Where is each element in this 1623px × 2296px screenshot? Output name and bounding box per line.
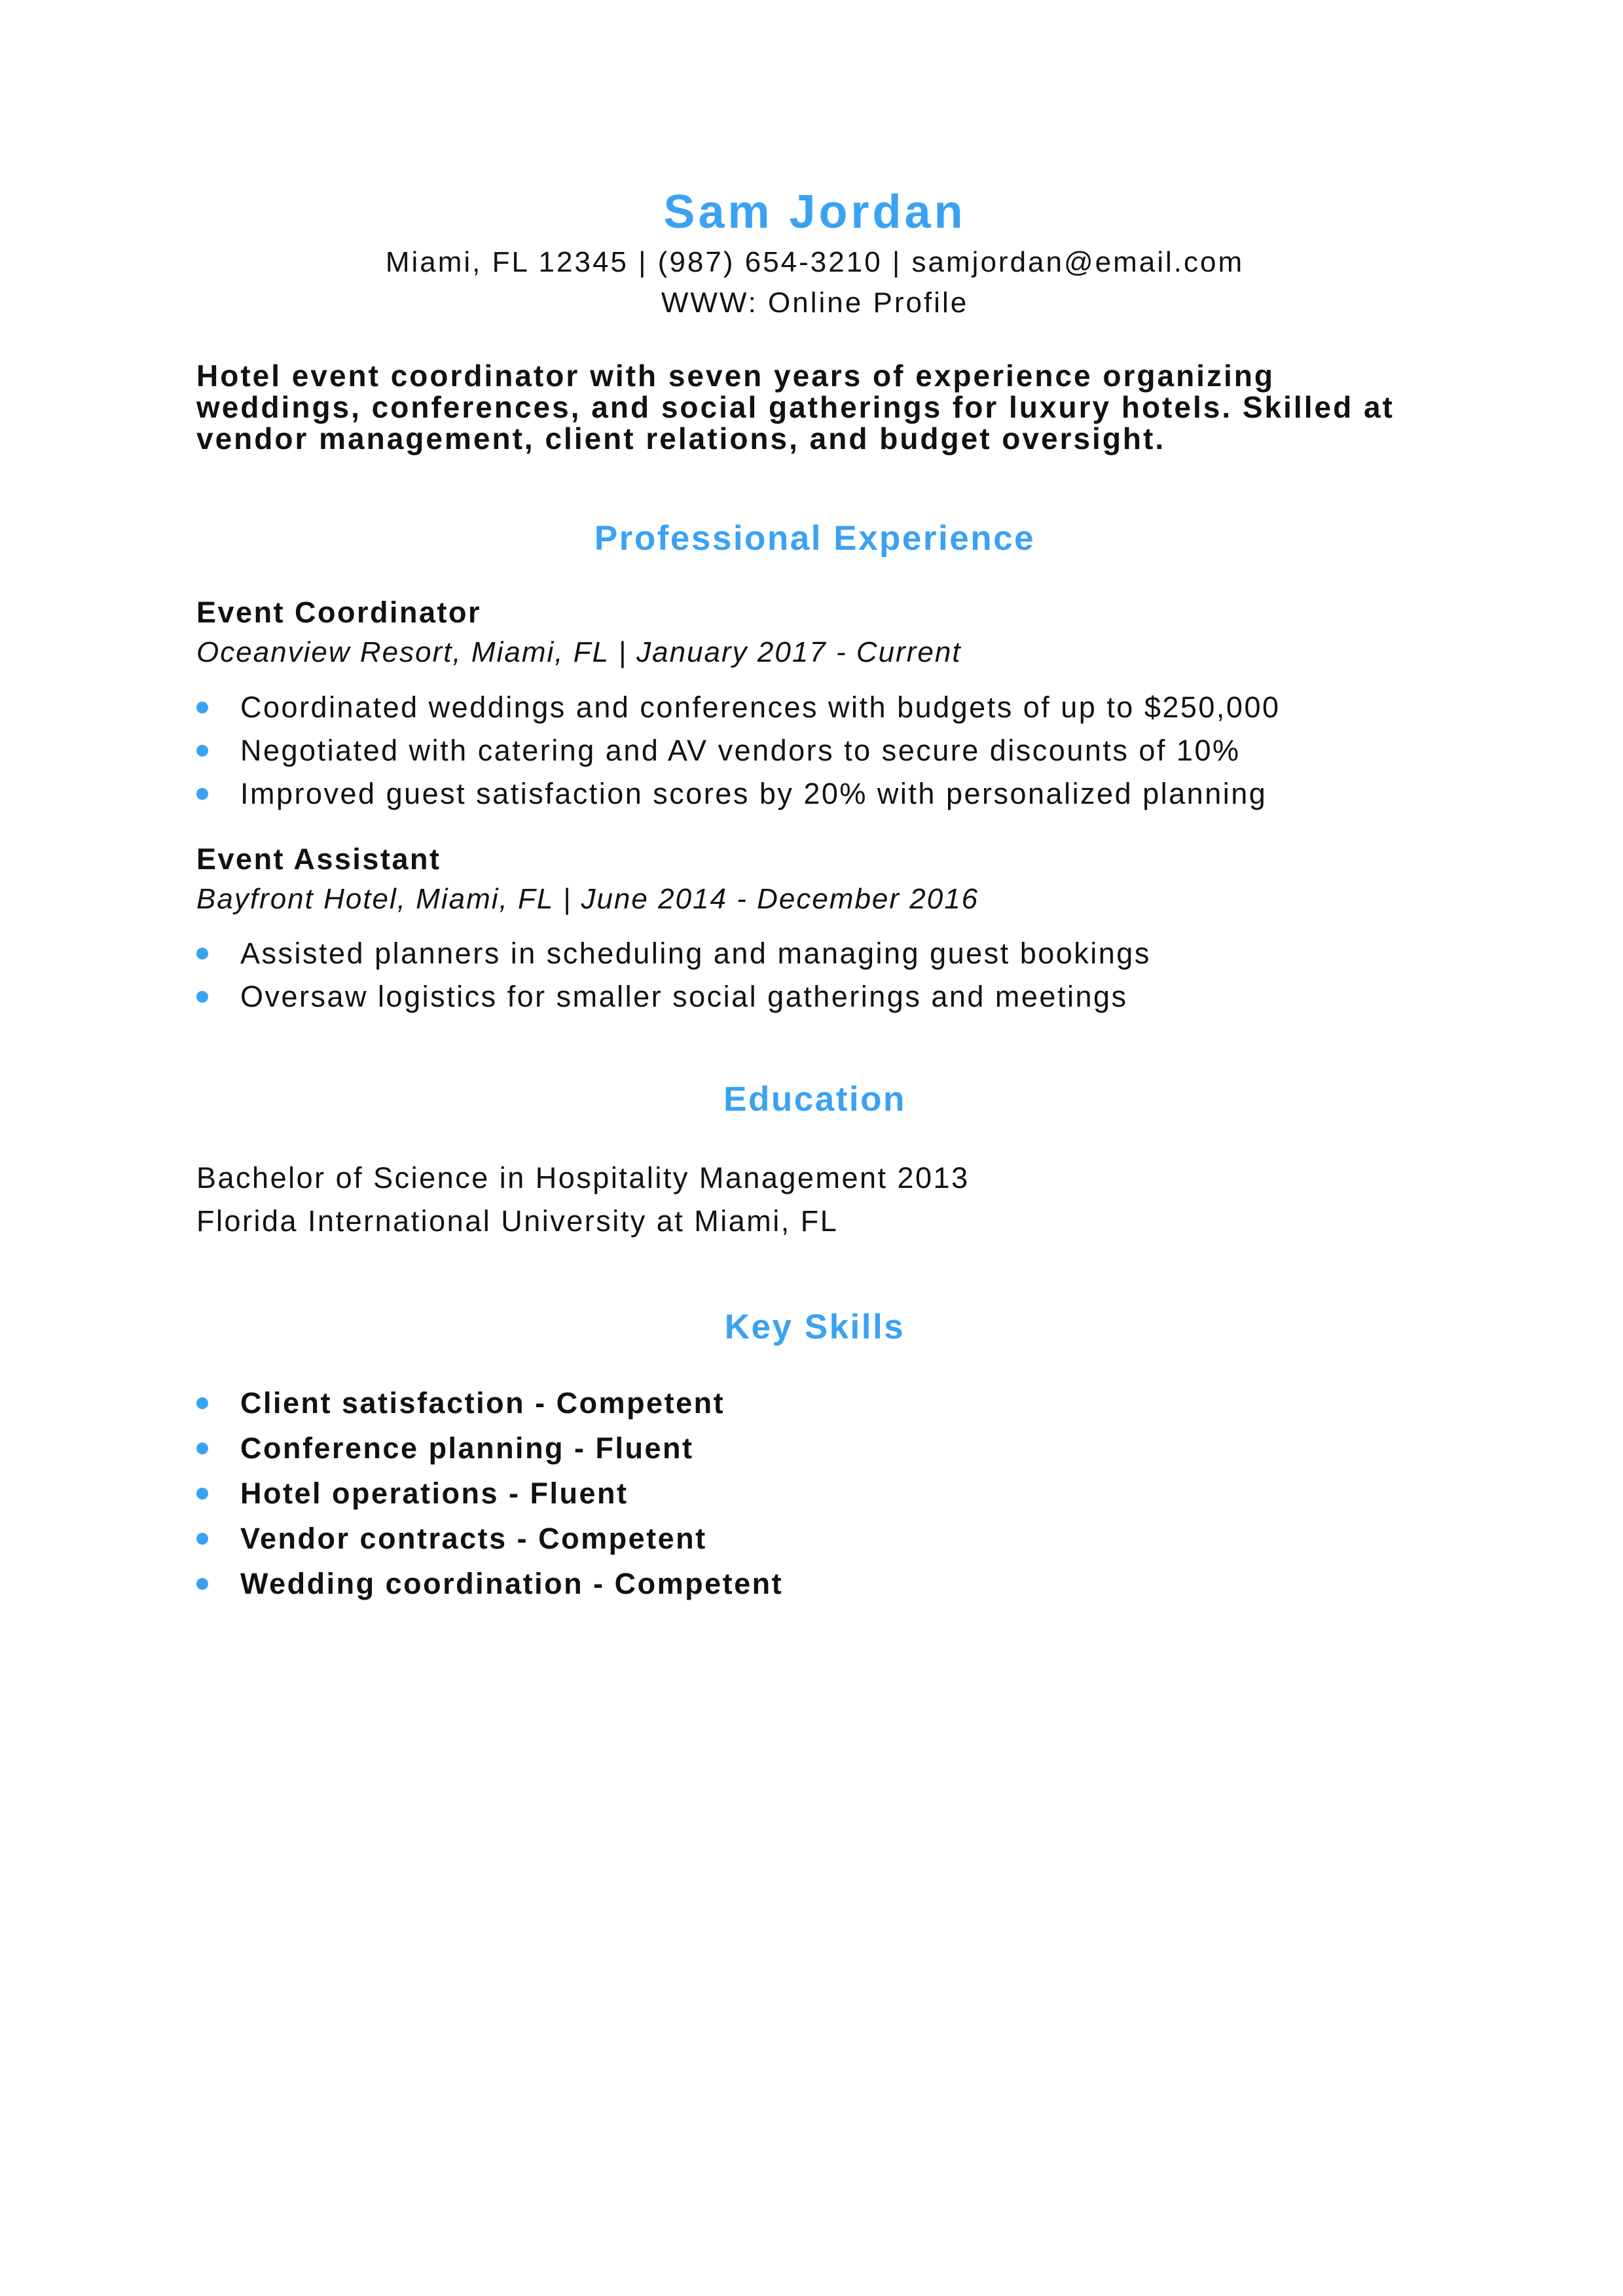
job-bullet [196,978,1433,1015]
job-bullet-list [196,689,1433,812]
section-experience [196,520,1433,1015]
skill-item [196,1475,1433,1512]
section-skills [196,1308,1433,1602]
skill-text: Conference planning - Fluent [240,1431,694,1465]
bullet-icon [196,1397,208,1409]
job-bullet-text: Oversaw logistics for smaller social gatherings and meetings [240,980,1128,1014]
bullet-icon [196,1578,208,1590]
bullet-icon [196,1488,208,1499]
bullet-icon [196,948,208,960]
job-bullet-text: Assisted planners in scheduling and managing guest bookings [240,937,1151,971]
bullet-icon [196,745,208,757]
job-bullet-text: Coordinated weddings and conferences with budgets of up to $250,000 [240,690,1281,724]
job-bullet-text: Improved guest satisfaction scores by 20% with personalized planning [240,776,1267,810]
skill-text: Hotel operations - Fluent [240,1476,629,1510]
job-title: Event Coordinator [196,596,482,630]
skill-item [196,1385,1433,1422]
job-bullet [196,732,1433,769]
skill-text: Vendor contracts - Competent [240,1521,707,1555]
candidate-name: Sam Jordan [663,186,966,238]
bullet-icon [196,788,208,800]
skill-item [196,1520,1433,1557]
job-bullet-text: Negotiated with catering and AV vendors to secure discounts of 10% [240,733,1241,767]
skill-item [196,1566,1433,1602]
education-details [196,1157,1433,1243]
contact-line: Miami, FL 12345 | (987) 654-3210 | samjordan@email.com [385,246,1245,279]
job-title: Event Assistant [196,842,441,876]
skill-item [196,1430,1433,1467]
experience-heading: Professional Experience [594,519,1036,558]
job-entry [196,842,1433,1015]
bullet-icon [196,1533,208,1545]
job-bullet [196,935,1433,972]
education-heading: Education [723,1080,906,1119]
job-bullet [196,776,1433,812]
bullet-icon [196,702,208,713]
contact-block [196,242,1433,323]
skills-list [196,1385,1433,1602]
education-school: Florida International University at Miami, FL [196,1204,839,1238]
job-meta: Oceanview Resort, Miami, FL | January 2017 - Current [196,636,962,669]
resume-header [196,187,1433,323]
job-entry [196,596,1433,812]
skills-heading: Key Skills [724,1308,905,1347]
job-bullet-list [196,935,1433,1015]
skill-text: Wedding coordination - Competent [240,1566,784,1600]
website-line: WWW: Online Profile [661,287,969,319]
professional-summary: Hotel event coordinator with seven years of experience organizing weddings, conferences, and social gatherings for luxury hotels. Skilled at vendor management, client relations, and budget oversight. [196,359,1395,456]
skill-text: Client satisfaction - Competent [240,1386,725,1420]
section-education [196,1081,1433,1243]
bullet-icon [196,991,208,1003]
job-bullet [196,689,1433,726]
education-degree: Bachelor of Science in Hospitality Management 2013 [196,1161,970,1195]
job-meta: Bayfront Hotel, Miami, FL | June 2014 - December 2016 [196,882,979,915]
bullet-icon [196,1443,208,1454]
